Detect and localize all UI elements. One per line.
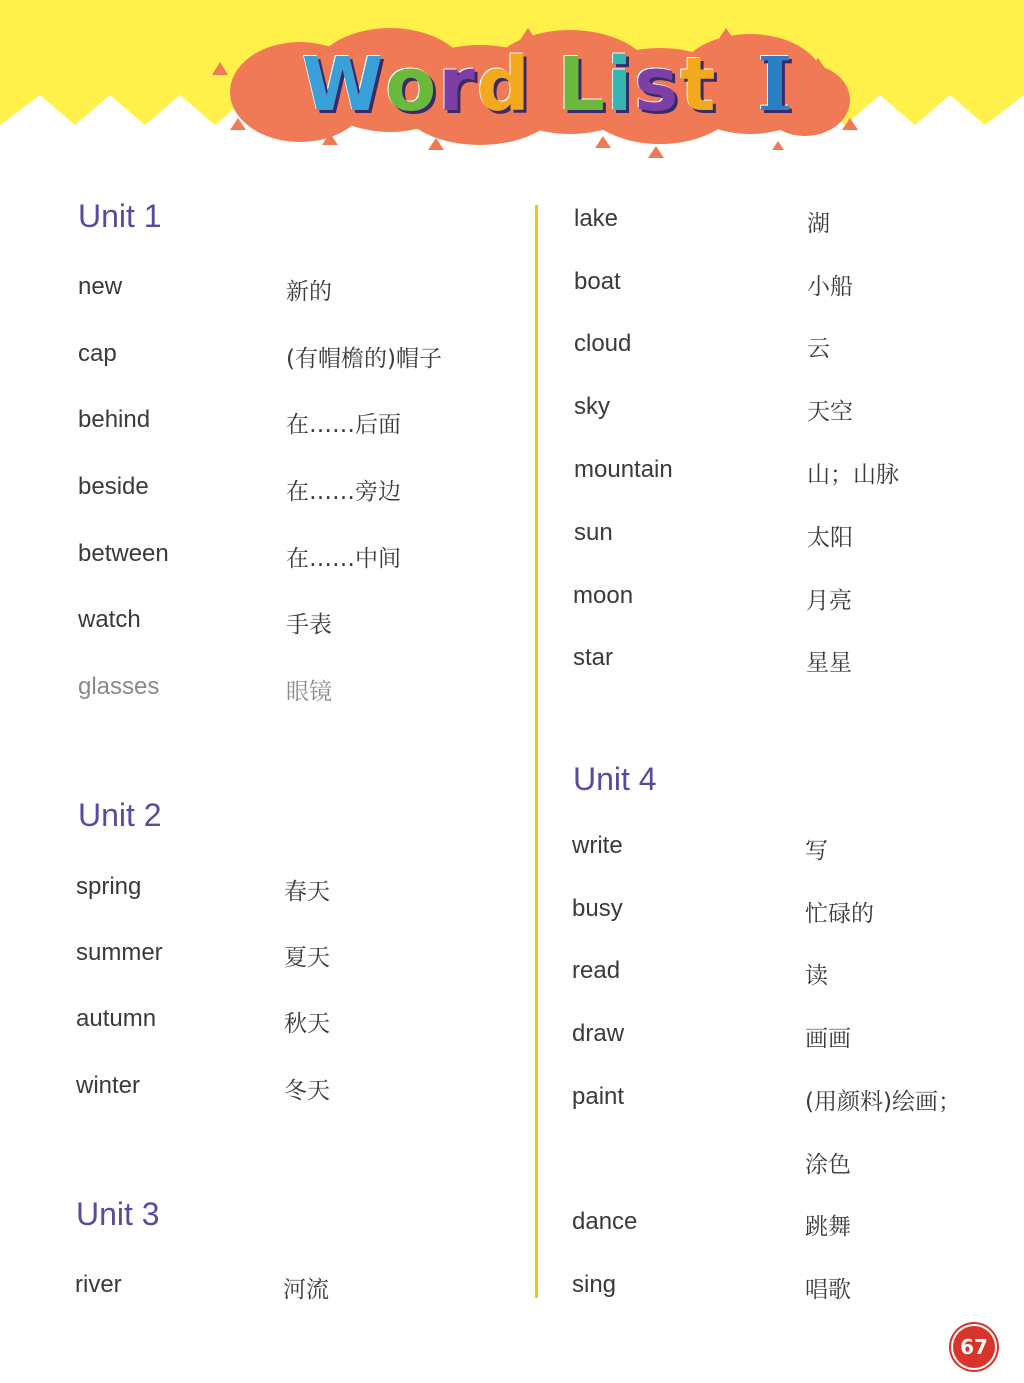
word-english: autumn — [76, 1005, 157, 1032]
word-english: draw — [572, 1020, 625, 1047]
word-english: star — [573, 644, 614, 671]
word-chinese: 秋天 — [284, 1011, 330, 1037]
word-chinese-continued: 涂色 — [805, 1152, 851, 1178]
word-english: beside — [78, 473, 149, 500]
word-chinese: 河流 — [283, 1277, 329, 1303]
word-chinese: 跳舞 — [805, 1214, 851, 1240]
word-chinese: (用颜料)绘画； — [805, 1089, 961, 1115]
page-number-badge: 67 — [953, 1326, 995, 1368]
word-chinese: 手表 — [286, 612, 332, 638]
unit-2-heading: Unit 2 — [78, 797, 162, 833]
word-chinese: 写 — [805, 838, 828, 864]
title-letter: i — [606, 42, 635, 128]
word-english: busy — [572, 895, 623, 922]
title-letter: s — [634, 42, 681, 128]
word-english: read — [572, 957, 621, 984]
unit-3-heading: Unit 3 — [76, 1196, 160, 1232]
word-english: spring — [76, 873, 142, 900]
word-english: winter — [76, 1072, 141, 1099]
word-chinese: 湖 — [807, 211, 830, 237]
title-letter: L — [557, 42, 607, 128]
word-chinese: 新的 — [286, 279, 332, 305]
word-chinese: 月亮 — [806, 588, 852, 614]
word-english: moon — [573, 582, 634, 609]
word-chinese: 春天 — [284, 879, 330, 905]
word-english: dance — [572, 1208, 638, 1235]
word-chinese: 唱歌 — [805, 1277, 851, 1303]
title-letter: r — [438, 42, 477, 128]
word-chinese: 太阳 — [807, 525, 853, 551]
word-english: paint — [572, 1083, 625, 1110]
word-english: mountain — [574, 456, 673, 483]
word-english: between — [78, 540, 169, 567]
page-title — [268, 40, 828, 130]
title-letter: W — [301, 42, 386, 128]
word-chinese: 在……中间 — [286, 546, 401, 572]
word-chinese: 冬天 — [284, 1078, 330, 1104]
unit-4-heading: Unit 4 — [573, 761, 657, 797]
word-english: sing — [572, 1271, 617, 1298]
word-english: glasses — [78, 673, 160, 700]
word-chinese: 山；山脉 — [807, 462, 899, 488]
word-english: sun — [574, 519, 613, 546]
word-chinese: 画画 — [805, 1026, 851, 1052]
word-chinese: 天空 — [807, 399, 853, 425]
word-chinese: 读 — [805, 963, 828, 989]
word-english: lake — [574, 205, 619, 232]
word-english: cap — [78, 340, 117, 367]
word-chinese: 云 — [807, 336, 830, 362]
title-letter: t — [680, 42, 718, 128]
word-english: summer — [76, 939, 163, 966]
word-chinese: 忙碌的 — [805, 901, 874, 927]
word-chinese: 眼镜 — [286, 679, 332, 705]
word-chinese: 小船 — [807, 274, 853, 300]
word-english: sky — [574, 393, 610, 420]
word-chinese: 夏天 — [284, 945, 330, 971]
word-chinese: (有帽檐的)帽子 — [286, 346, 442, 372]
word-chinese: 星星 — [806, 650, 852, 676]
word-english: cloud — [574, 330, 632, 357]
word-english: behind — [78, 406, 151, 433]
title-letter: d — [476, 42, 532, 128]
word-english: river — [75, 1271, 122, 1298]
word-english: watch — [78, 606, 141, 633]
word-english: new — [78, 273, 123, 300]
title-letter: I — [757, 42, 795, 128]
column-divider — [535, 205, 538, 1298]
unit-1-heading: Unit 1 — [78, 198, 162, 234]
word-english: write — [572, 832, 623, 859]
word-chinese: 在……旁边 — [286, 479, 401, 505]
word-chinese: 在……后面 — [286, 412, 401, 438]
word-english: boat — [574, 268, 621, 295]
title-letter: o — [385, 42, 439, 128]
